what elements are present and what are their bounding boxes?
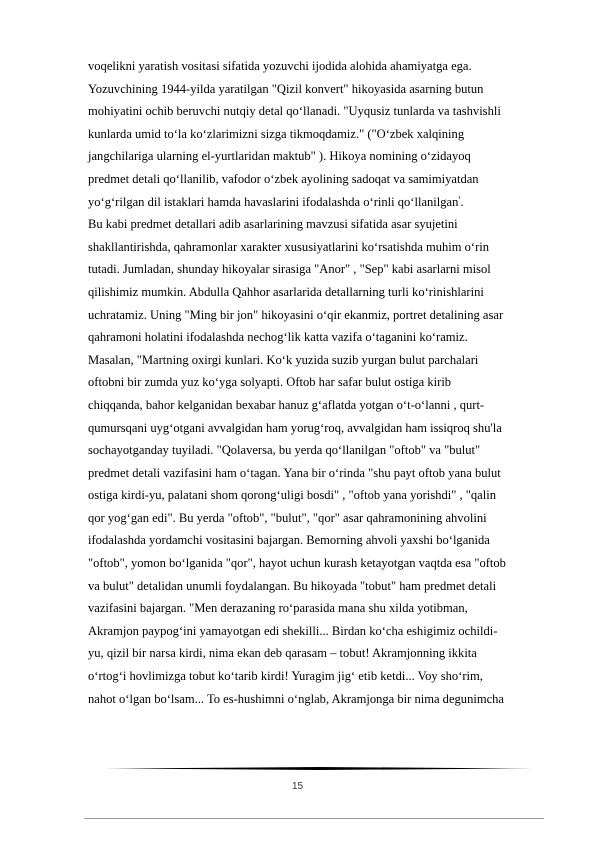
text-line: chiqqanda, bahor kelganidan bexabar hanuz g‘aflatda yotgan o‘t-o‘lanni , qurt- <box>88 397 485 412</box>
text-line: yu, qizil bir narsa kirdi, nima ekan deb qarasam – tobut! Akramjonning ikkita <box>88 646 477 661</box>
text-line: shakllantirishda, qahramonlar xarakter xususiyatlarini ko‘rsatishda muhim o‘rin <box>88 239 490 254</box>
text-line: o‘rtog‘i hovlimizga tobut ko‘tarib kirdi! Yuragim jig‘ etib ketdi... Voy sho‘rim, <box>88 669 483 684</box>
text-line: Yozuvchining 1944-yilda yaratilgan "Qizil konvert" hikoyasida asarning butun <box>88 81 484 96</box>
text-line: kunlarda umid to‘la ko‘zlarimizni sizga tikmoqdamiz." ("O‘zbek xalqining <box>88 126 465 141</box>
text-line: ifodalashda yordamchi vositasini bajargan. Bemorning ahvoli yaxshi bo‘lganida <box>88 533 490 548</box>
text-line: uchratamiz. Uning "Ming bir jon" hikoyasini o‘qir ekanmiz, portret detalining asar <box>88 307 504 322</box>
text-line: oftobni bir zumda yuz ko‘yga solyapti. Oftob har safar bulut ostiga kirib <box>88 375 452 390</box>
text-line: nahot o‘lgan bo‘lsam... To es-hushimni o‘nglab, Akramjonga bir nima degunimcha <box>88 691 504 706</box>
text-line: predmet detali vazifasini ham o‘tagan. Yana bir o‘rinda "shu payt oftob yana bulut <box>88 465 501 480</box>
page-border-bottom <box>84 818 544 819</box>
footnote-marker[interactable]: ¹ <box>458 194 461 203</box>
text-line: va bulut" detalidan unumli foydalangan. Bu hikoyada "tobut" ham predmet detali <box>88 578 497 593</box>
text-line: qor yog‘gan edi". Bu yerda "oftob", "bulut", "qor" asar qahramonining ahvolini <box>88 510 487 525</box>
sentence-end: . <box>460 194 464 209</box>
text-line: sochayotganday tuyiladi. "Qolaversa, bu yerda qo‘llanilgan "oftob" va "bulut" <box>88 443 481 458</box>
text-line: Masalan, "Martning oxirgi kunlari. Ko‘k yuzida suzib yurgan bulut parchalari <box>88 352 479 367</box>
text-line: ostiga kirdi-yu, palatani shom qorong‘uligi bosdi" , "oftob yana yorishdi" , "qalin <box>88 488 496 503</box>
body-text <box>88 55 554 710</box>
text-line: predmet detali qo‘llanilib, vafodor o‘zbek ayolining sadoqat va samimiyatdan <box>88 171 479 186</box>
text-line: mohiyatini ochib beruvchi nutqiy detal qo‘llanadi. "Uyqusiz tunlarda va tashvishli <box>88 104 501 119</box>
text-line: vazifasini bajargan. "Men derazaning ro‘parasida mana shu xilda yotibman, <box>88 601 468 616</box>
text-line: voqelikni yaratish vositasi sifatida yozuvchi ijodida alohida ahamiyatga ega. <box>88 59 472 73</box>
text-line: tutadi. Jumladan, shunday hikoyalar sirasiga "Anor" , "Sep" kabi asarlarni misol <box>88 262 491 277</box>
text-line: jangchilariga ularning el-yurtlaridan maktub" ). Hikoya nomining o‘zidayoq <box>88 149 471 164</box>
footer-rule <box>104 767 534 770</box>
text-line: Bu kabi predmet detallari adib asarlarining mavzusi sifatida asar syujetini <box>88 217 458 232</box>
page-number: 15 <box>291 781 304 792</box>
text-line: qumursqani uyg‘otgani avvalgidan ham yorug‘roq, avvalgidan ham issiqroq shu'la <box>88 420 502 435</box>
text-line: yo‘g‘rilgan dil istaklari hamda havaslarini ifodalashda o‘rinli qo‘llanilgan <box>88 194 459 209</box>
text-line: Akramjon paypog‘ini yamayotgan edi shekilli... Birdan ko‘cha eshigimiz ochildi- <box>88 623 498 638</box>
text-line: qahramoni holatini ifodalashda nechog‘lik katta vazifa o‘taganini ko‘ramiz. <box>88 330 468 345</box>
text-line: qilishimiz mumkin. Abdulla Qahhor asarlarida detallarning turli ko‘rinishlarini <box>88 284 484 299</box>
text-line: "oftob", yomon bo‘lganida "qor", hayot uchun kurash ketayotgan vaqtda esa "oftob <box>88 556 506 571</box>
text-line-with-footnote <box>88 191 554 214</box>
